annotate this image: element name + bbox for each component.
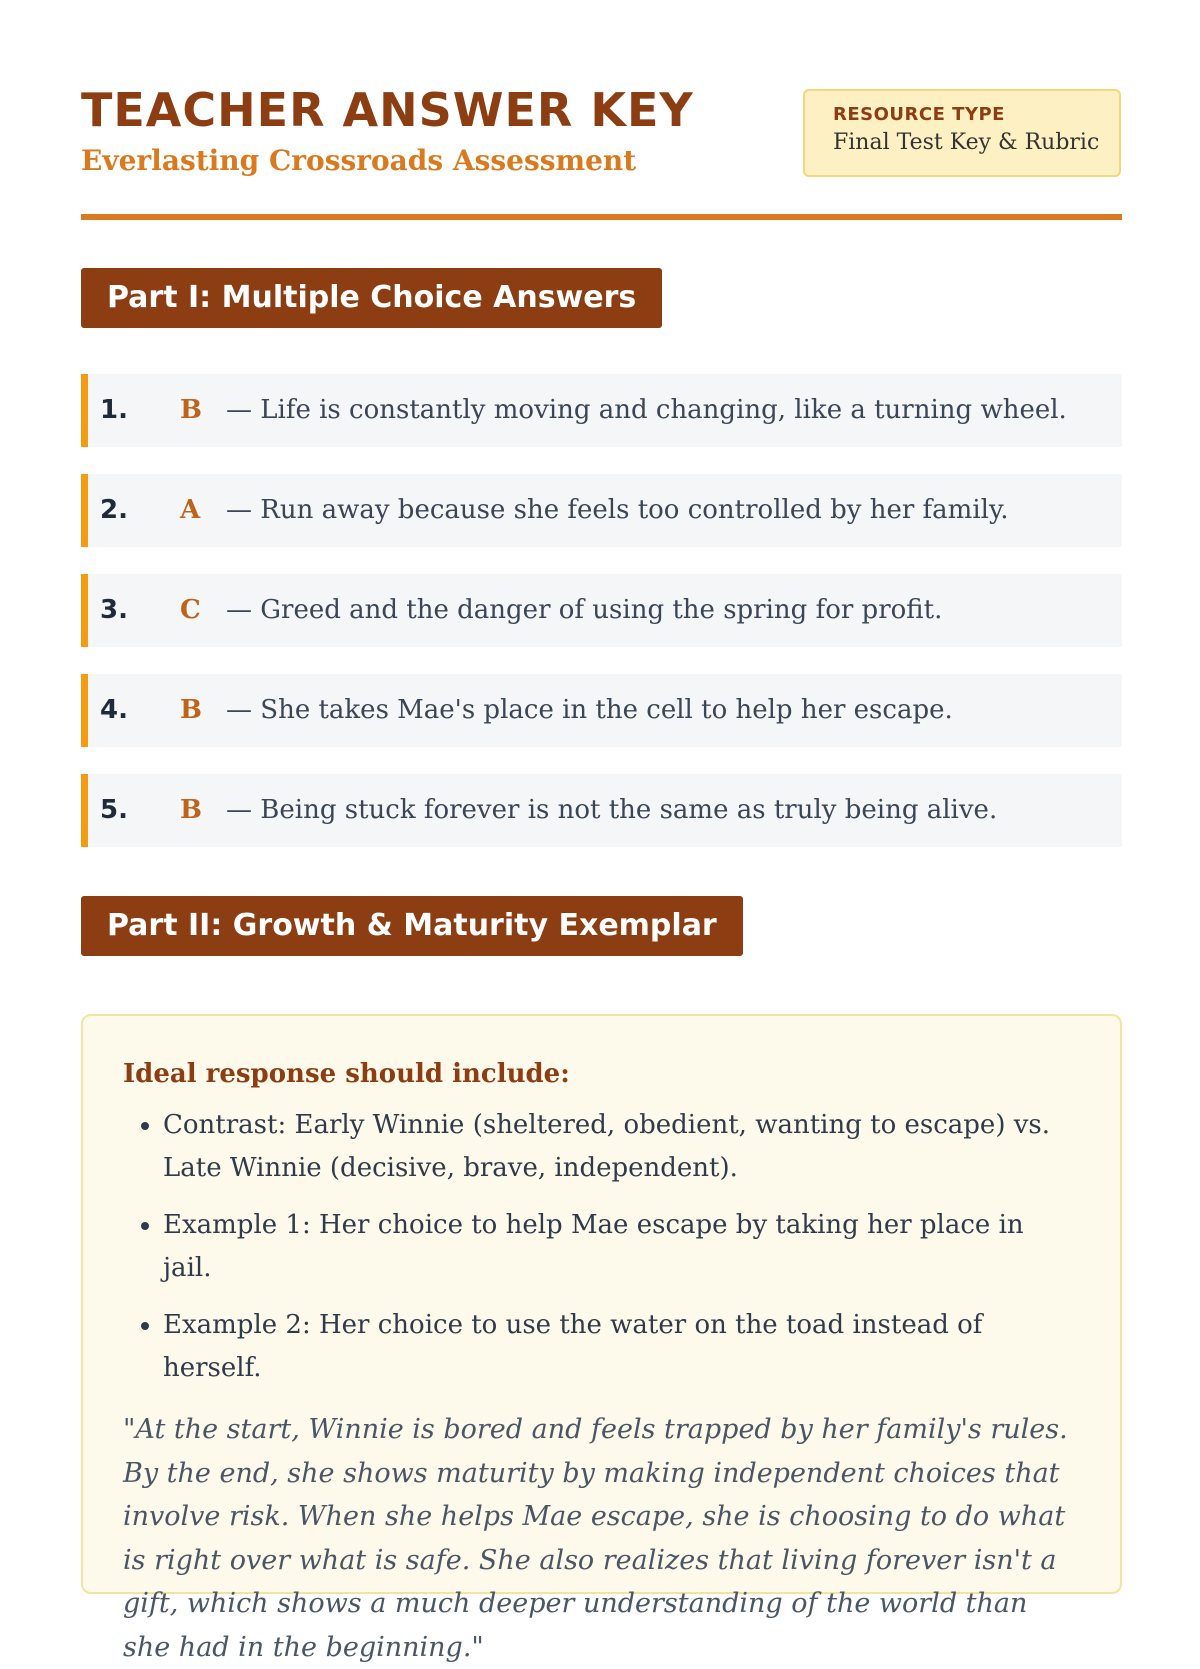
exemplar-box xyxy=(81,1014,1122,1663)
page-subtitle: Everlasting Crossroads Assessment xyxy=(81,144,637,177)
answer-row xyxy=(81,674,1122,747)
list-item: • Contrast: Early Winnie (sheltered, obedient, wanting to escape) vs. Late Winnie (decisive, brave, independent). xyxy=(163,1104,1080,1190)
answer-number: 1. xyxy=(100,395,128,425)
answer-row xyxy=(81,374,1122,447)
resource-type-label: RESOURCE TYPE xyxy=(833,104,1005,125)
answer-text: — Run away because she feels too controlled by her family. xyxy=(226,495,1009,525)
multiple-choice-answers xyxy=(81,374,1122,874)
answer-number: 5. xyxy=(100,795,128,825)
part1-heading: Part I: Multiple Choice Answers xyxy=(81,268,662,328)
exemplar-label: Ideal response should include: xyxy=(123,1059,570,1089)
page-title: TEACHER ANSWER KEY xyxy=(81,83,694,137)
page-header xyxy=(81,80,1122,190)
list-item: • Example 1: Her choice to help Mae escape by taking her place in jail. xyxy=(163,1204,1080,1290)
answer-text: — Life is constantly moving and changing, like a turning wheel. xyxy=(226,395,1067,425)
answer-text: — Being stuck forever is not the same as truly being alive. xyxy=(226,795,998,825)
answer-row xyxy=(81,474,1122,547)
exemplar-quote: "At the start, Winnie is bored and feels trapped by her family's rules. By the end, she shows maturity by making independent choices that involve risk. When she helps Mae escape, she is choosing to do what is right over what is safe. She also realizes that living forever isn't a gift, which shows a much deeper understanding of the world than she had in the beginning." xyxy=(123,1414,1068,1663)
answer-letter: B xyxy=(180,695,202,725)
part2-heading: Part II: Growth & Maturity Exemplar xyxy=(81,896,743,956)
answer-letter: B xyxy=(180,795,202,825)
resource-type-value: Final Test Key & Rubric xyxy=(833,130,1100,155)
answer-number: 4. xyxy=(100,695,128,725)
answer-text: — She takes Mae's place in the cell to help her escape. xyxy=(226,695,953,725)
answer-row xyxy=(81,774,1122,847)
list-item: • Example 2: Her choice to use the water on the toad instead of herself. xyxy=(163,1304,1080,1390)
resource-type-box xyxy=(803,89,1121,177)
exemplar-criteria-list xyxy=(123,1104,1080,1390)
answer-letter: C xyxy=(180,595,201,625)
answer-letter: A xyxy=(180,495,201,525)
answer-number: 3. xyxy=(100,595,128,625)
answer-letter: B xyxy=(180,395,202,425)
answer-row xyxy=(81,574,1122,647)
header-divider xyxy=(81,214,1122,220)
answer-text: — Greed and the danger of using the spring for profit. xyxy=(226,595,943,625)
answer-number: 2. xyxy=(100,495,128,525)
